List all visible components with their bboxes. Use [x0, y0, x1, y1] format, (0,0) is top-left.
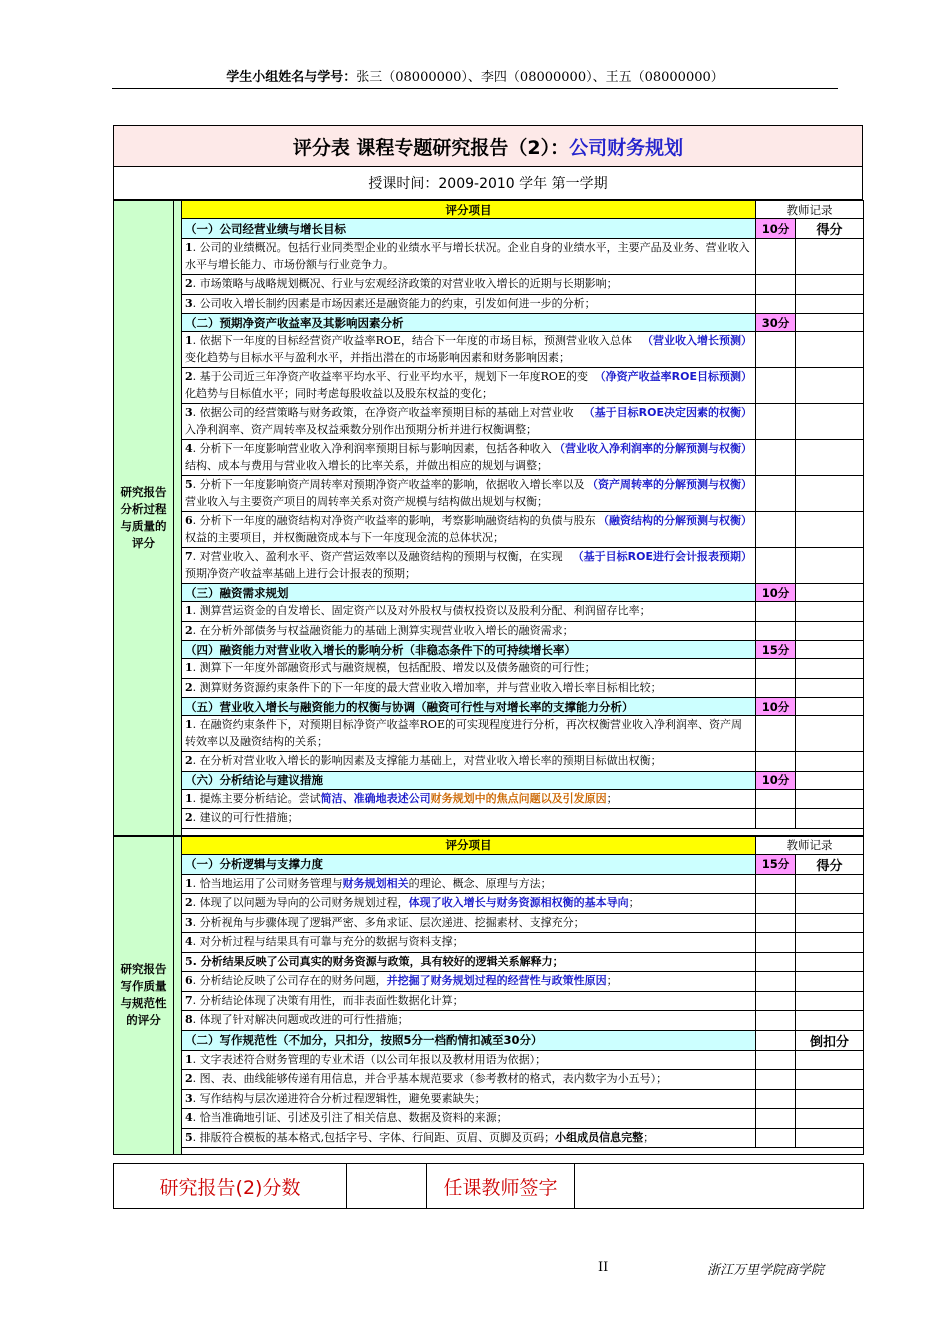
- header-rule: [112, 88, 838, 89]
- item-tag: （营业收入净利润率的分解预测与权衡）: [554, 442, 752, 455]
- item-text: . 测算营运资金的自发增长、固定资产以及对外股权与债权投资以及股利分配、利润留存比率；: [192, 604, 651, 617]
- category-row: [114, 314, 864, 332]
- category-title: （二）写作规范性（不加分，只扣分，按照5分一档酌情扣减至30分）: [182, 1030, 756, 1050]
- writing-scoring-table: [113, 836, 864, 1156]
- item-number: 2: [185, 754, 193, 767]
- item-row: [114, 1109, 864, 1129]
- score-label: 得分: [796, 854, 864, 874]
- category-title: （一）公司经营业绩与增长目标: [182, 219, 756, 239]
- page-number: II: [598, 1260, 609, 1275]
- item-row: [114, 476, 864, 512]
- scoring-item: [182, 548, 756, 584]
- item-row: [114, 991, 864, 1011]
- category-points: 10分: [756, 584, 796, 602]
- scoring-item: [182, 952, 756, 972]
- item-highlight: 简洁、准确地表述公司: [320, 791, 431, 805]
- section2-side-label: 研究报告写作质量与规范性的评分: [114, 836, 174, 1155]
- item-number: 2: [185, 370, 193, 383]
- teacher-record-cell[interactable]: [796, 952, 864, 972]
- item-row: [114, 602, 864, 622]
- school-name: 浙江万里学院商学院: [707, 1263, 825, 1278]
- item-number: 2: [185, 680, 193, 694]
- item-text: . 提炼主要分析结论。尝试: [192, 791, 321, 805]
- scoring-item: [182, 1070, 756, 1090]
- scoring-item: [182, 1109, 756, 1129]
- item-row: [114, 894, 864, 914]
- item-highlight: 财务规划相关: [342, 876, 409, 890]
- report-score-label: 研究报告(2)分数: [114, 1164, 347, 1209]
- category-row: [114, 854, 864, 874]
- category-row: [114, 698, 864, 716]
- item-text-end: ；: [606, 974, 618, 987]
- teacher-record-cell[interactable]: [796, 239, 864, 275]
- item-text: . 测算财务资源约束条件下的下一年度的最大营业收入增加率，并与营业收入增长率目标相比较；: [192, 680, 662, 694]
- section2-item-header: 评分项目: [182, 836, 756, 854]
- title-prefix: 评分表 课程专题研究报告（2）：: [292, 136, 570, 159]
- item-row: [114, 621, 864, 641]
- points-cell[interactable]: [756, 933, 796, 953]
- points-cell[interactable]: [756, 368, 796, 404]
- category-title: （三）融资需求规划: [182, 584, 756, 602]
- points-cell[interactable]: [756, 789, 796, 809]
- item-text-end: ；: [643, 1130, 655, 1144]
- item-text: . 恰当准确地引证、引述及引注了相关信息、数据及资料的来源；: [192, 1111, 508, 1124]
- teacher-record-cell[interactable]: [796, 972, 864, 992]
- scoring-item: [182, 659, 756, 679]
- item-row: [114, 512, 864, 548]
- item-text: . 文字表述符合财务管理的专业术语（以公司年报以及教材用语为依据）；: [192, 1052, 547, 1066]
- points-cell[interactable]: [756, 602, 796, 622]
- scoring-item: [182, 476, 756, 512]
- item-number: 1: [185, 791, 193, 805]
- item-row: [114, 752, 864, 772]
- points-cell[interactable]: [756, 621, 796, 641]
- scoring-item: [182, 368, 756, 404]
- section1-teacher-header: 教师记录: [756, 201, 864, 219]
- item-text: . 图、表、曲线能够传递有用信息，并合乎基本规范要求（参考教材的格式，表内数字为小五号）；: [192, 1072, 668, 1085]
- points-cell[interactable]: [756, 548, 796, 584]
- item-number: 2: [185, 277, 193, 290]
- item-text: . 建议的可行性措施；: [192, 811, 299, 824]
- scoring-item: [182, 440, 756, 476]
- item-tag: （融资结构的分解预测与权衡）: [598, 514, 752, 527]
- points-cell[interactable]: [756, 716, 796, 752]
- item-text: . 公司收入增长制约因素是市场因素还是融资能力的约束，引发如何进一步的分析；: [192, 296, 596, 310]
- teacher-sign-field[interactable]: [575, 1164, 864, 1209]
- teacher-record-cell[interactable]: [796, 809, 864, 829]
- points-cell[interactable]: [756, 275, 796, 295]
- points-cell[interactable]: [756, 991, 796, 1011]
- scoring-item: [182, 991, 756, 1011]
- points-cell[interactable]: [756, 678, 796, 698]
- item-number: 3: [185, 296, 193, 310]
- item-tag: （基于目标ROE决定因素的权衡）: [583, 406, 752, 419]
- teacher-record-cell[interactable]: [796, 1011, 864, 1031]
- section1-header-row: [114, 201, 864, 219]
- points-cell[interactable]: [756, 440, 796, 476]
- item-number: 5: [185, 1130, 193, 1144]
- item-row: [114, 1128, 864, 1148]
- item-text: . 分析下一年度影响营业收入净利润率预期目标与影响因素，包括各种收入结构、成本与费用与营业收入增长的比率关系，并做出相应的规划与调整；: [185, 442, 552, 472]
- points-cell[interactable]: [756, 404, 796, 440]
- teacher-record-cell[interactable]: [796, 476, 864, 512]
- points-cell[interactable]: [756, 1128, 796, 1148]
- item-number: 1: [185, 604, 193, 617]
- final-score-table: [113, 1163, 864, 1209]
- item-highlight: 并挖掘了财务规划过程的经营性与政策性原因: [386, 974, 607, 987]
- teacher-record-cell[interactable]: [796, 621, 864, 641]
- points-cell[interactable]: [756, 972, 796, 992]
- teacher-record-cell[interactable]: [796, 368, 864, 404]
- item-row: [114, 913, 864, 933]
- category-points-cell[interactable]: [756, 1030, 796, 1050]
- item-number: 2: [185, 1072, 193, 1085]
- section1-gap: [174, 201, 182, 836]
- category-points: 15分: [756, 641, 796, 659]
- category-title: （六）分析结论与建议措施: [182, 771, 756, 789]
- report-score-field[interactable]: [347, 1164, 427, 1209]
- item-text: . 分析视角与步骤体现了逻辑严密、多角求证、层次递进、挖掘素材、支撑充分；: [192, 915, 585, 929]
- item-text: . 测算下一年度外部融资形式与融资规模，包括配股、增发以及债务融资的可行性；: [192, 661, 596, 674]
- item-text: . 市场策略与战略规划概况、行业与宏观经济政策的对营业收入增长的近期与长期影响；: [192, 277, 618, 290]
- category-points: 10分: [756, 771, 796, 789]
- teacher-record-cell[interactable]: [796, 752, 864, 772]
- item-highlight: 体现了收入增长与财务资源相权衡的基本导向: [408, 896, 629, 909]
- points-cell[interactable]: [756, 332, 796, 368]
- category-score-cell[interactable]: [796, 314, 864, 332]
- points-cell[interactable]: [756, 809, 796, 829]
- item-number: 2: [185, 623, 193, 637]
- teacher-record-cell[interactable]: [796, 512, 864, 548]
- category-score-cell[interactable]: [796, 698, 864, 716]
- item-row: [114, 294, 864, 314]
- category-title: （一）分析逻辑与支撑力度: [182, 854, 756, 874]
- item-text-end: 的理论、概念、原理与方法；: [408, 876, 552, 890]
- item-number: 3: [185, 915, 193, 929]
- category-row: [114, 1030, 864, 1050]
- item-tag: （净资产收益率ROE目标预测）: [594, 370, 752, 383]
- teacher-record-cell[interactable]: [796, 332, 864, 368]
- points-cell[interactable]: [756, 952, 796, 972]
- section2-header-row: [114, 836, 864, 854]
- scoring-item: [182, 1089, 756, 1109]
- item-number: 4: [185, 1111, 193, 1124]
- points-cell[interactable]: [756, 1109, 796, 1129]
- item-tag: （基于目标ROE进行会计报表预期）: [572, 550, 752, 563]
- points-cell[interactable]: [756, 894, 796, 914]
- category-points: 10分: [756, 698, 796, 716]
- item-text: . 在融资约束条件下，对预期目标净资产收益率ROE的可实现程度进行分析，再次权衡营业收入净利润率、资产周转效率以及融资结构的关系；: [185, 718, 742, 748]
- scoring-item: [182, 789, 756, 809]
- scoring-item: [182, 275, 756, 295]
- teacher-sign-label: 任课教师签字: [427, 1164, 575, 1209]
- scoring-item: [182, 621, 756, 641]
- item-text: . 在分析对营业收入增长的影响因素及支撑能力基础上，对营业收入增长率的预期目标做出权衡；: [192, 754, 662, 767]
- points-cell[interactable]: [756, 913, 796, 933]
- group-label: 学生小组姓名与学号：: [226, 70, 357, 85]
- section1-item-header: 评分项目: [182, 201, 756, 219]
- scoring-item: [182, 894, 756, 914]
- points-cell[interactable]: [756, 1089, 796, 1109]
- scoring-sheet: [113, 125, 863, 1209]
- item-number: 6: [185, 974, 193, 987]
- category-row: [114, 219, 864, 239]
- item-row: [114, 789, 864, 809]
- item-number: 3: [185, 1091, 193, 1105]
- category-score-cell[interactable]: [796, 641, 864, 659]
- item-row: [114, 1070, 864, 1090]
- teacher-record-cell[interactable]: [796, 294, 864, 314]
- item-tag: （营业收入增长预测）: [642, 334, 752, 347]
- teacher-record-cell[interactable]: [796, 894, 864, 914]
- item-text: . 对营业收入、盈利水平、资产营运效率以及融资结构的预期与权衡，在实现预期净资产收益率基础上进行会计报表的预期；: [185, 550, 563, 580]
- points-cell[interactable]: [756, 752, 796, 772]
- item-text: . 分析下一年度影响资产周转率对预期净资产收益率的影响，依据收入增长率以及营业收入与主要资产项目的周转率关系对资产规模与结构做出规划与权衡；: [185, 478, 585, 508]
- item-row: [114, 1089, 864, 1109]
- scoring-item: [182, 294, 756, 314]
- scoring-item: [182, 972, 756, 992]
- scoring-item: [182, 1050, 756, 1070]
- points-cell[interactable]: [756, 239, 796, 275]
- item-number: 7: [185, 550, 193, 563]
- spacer-cell: [182, 828, 864, 835]
- scoring-item: [182, 933, 756, 953]
- category-points: 30分: [756, 314, 796, 332]
- sheet-title: [114, 126, 863, 167]
- item-text: . 排版符合模板的基本格式,包括字号、字体、行间距、页眉、页脚及页码；: [192, 1130, 556, 1144]
- category-title: （四）融资能力对营业收入增长的影响分析（非稳态条件下的可持续增长率）: [182, 641, 756, 659]
- score-label: 得分: [796, 219, 864, 239]
- group-members: 张三（08000000）、李四（08000000）、王五（08000000）: [356, 70, 724, 85]
- points-cell[interactable]: [756, 1011, 796, 1031]
- teacher-record-cell[interactable]: [796, 404, 864, 440]
- teacher-record-cell[interactable]: [796, 874, 864, 894]
- item-row: [114, 678, 864, 698]
- section2-teacher-header: 教师记录: [756, 836, 864, 854]
- item-tag: （资产周转率的分解预测与权衡）: [587, 478, 752, 491]
- item-number: 3: [185, 406, 193, 419]
- item-row: [114, 972, 864, 992]
- item-number: 1: [185, 661, 193, 674]
- scoring-item: [182, 512, 756, 548]
- scoring-item: [182, 239, 756, 275]
- points-cell[interactable]: [756, 476, 796, 512]
- item-bold-text: 小组成员信息完整: [555, 1130, 644, 1144]
- teacher-record-cell[interactable]: [796, 602, 864, 622]
- item-text-end: ；: [628, 896, 640, 909]
- item-row: [114, 716, 864, 752]
- teaching-time: 授课时间：2009-2010 学年 第一学期: [114, 167, 863, 200]
- scoring-item: [182, 752, 756, 772]
- scoring-item: [182, 332, 756, 368]
- item-row: [114, 332, 864, 368]
- teacher-record-cell[interactable]: [796, 1070, 864, 1090]
- scoring-item: [182, 716, 756, 752]
- item-number: 1: [185, 718, 193, 731]
- item-text-end: ；: [606, 791, 618, 805]
- item-number: 2: [185, 811, 193, 824]
- category-row: [114, 584, 864, 602]
- item-number: 1: [185, 876, 193, 890]
- teacher-record-cell[interactable]: [796, 1109, 864, 1129]
- teacher-record-cell[interactable]: [796, 548, 864, 584]
- item-row: [114, 239, 864, 275]
- item-row: [114, 874, 864, 894]
- category-row: [114, 771, 864, 789]
- item-row: [114, 1050, 864, 1070]
- section2-spacer: [114, 1148, 864, 1155]
- item-bold-text: . 分析结果反映了公司真实的财务资源与政策，具有较好的逻辑关系解释力；: [192, 954, 564, 968]
- teacher-record-cell[interactable]: [796, 933, 864, 953]
- item-row: [114, 933, 864, 953]
- teacher-record-cell[interactable]: [796, 678, 864, 698]
- teacher-record-cell[interactable]: [796, 789, 864, 809]
- item-text: . 基于公司近三年净资产收益率平均水平、行业平均水平，规划下一年度ROE的变化趋势与目标值水平；同时考虑每股收益以及股东权益的变化；: [185, 370, 588, 400]
- item-number: 1: [185, 334, 193, 347]
- teacher-record-cell[interactable]: [796, 440, 864, 476]
- item-text: . 体现了针对解决问题或改进的可行性措施；: [192, 1013, 409, 1026]
- scoring-item: [182, 678, 756, 698]
- category-points: 15分: [756, 854, 796, 874]
- item-row: [114, 404, 864, 440]
- scoring-item: [182, 1128, 756, 1148]
- item-number: 4: [185, 442, 193, 455]
- category-title: （五）营业收入增长与融资能力的权衡与协调（融资可行性与对增长率的支撑能力分析）: [182, 698, 756, 716]
- scoring-item: [182, 809, 756, 829]
- item-number: 2: [185, 896, 193, 909]
- item-text: . 依据公司的经营策略与财务政策，在净资产收益率预期目标的基础上对营业收入净利润率、资产周转率及权益乘数分别作出预期分析并进行权衡调整；: [185, 406, 574, 436]
- item-text: . 恰当地运用了公司财务管理与: [192, 876, 343, 890]
- category-row: [114, 641, 864, 659]
- teacher-record-cell[interactable]: [796, 1089, 864, 1109]
- teacher-record-cell[interactable]: [796, 1128, 864, 1148]
- item-number: 8: [185, 1013, 193, 1026]
- scoring-item: [182, 602, 756, 622]
- category-score-cell[interactable]: [796, 771, 864, 789]
- category-points: 10分: [756, 219, 796, 239]
- item-text: . 依据下一年度的目标经营资产收益率ROE，结合下一年度的市场目标，预测营业收入总体变化趋势与目标水平与盈利水平，并指出潜在的市场影响因素和财务影响因素；: [185, 334, 632, 364]
- scoring-item: [182, 913, 756, 933]
- section2-gap: [174, 836, 182, 1155]
- teacher-record-cell[interactable]: [796, 275, 864, 295]
- student-group-header: [115, 66, 835, 85]
- scoring-item: [182, 1011, 756, 1031]
- section1-side-label: 研究报告分析过程与质量的评分: [114, 201, 174, 836]
- teacher-record-cell[interactable]: [796, 913, 864, 933]
- item-number: 5: [185, 478, 193, 491]
- item-row: [114, 952, 864, 972]
- item-text: . 在分析外部债务与权益融资能力的基础上测算实现营业收入增长的融资需求；: [192, 623, 574, 637]
- points-cell[interactable]: [756, 512, 796, 548]
- item-text: . 对分析过程与结果具有可靠与充分的数据与资料支撑；: [192, 935, 464, 948]
- analysis-scoring-table: [113, 200, 864, 836]
- item-text: . 分析结论体现了决策有用性，而非表面性数据化计算；: [192, 993, 464, 1007]
- title-topic: 公司财务规划: [569, 136, 684, 159]
- points-cell[interactable]: [756, 659, 796, 679]
- section1-spacer: [114, 828, 864, 835]
- item-number: 6: [185, 514, 193, 527]
- scoring-item: [182, 874, 756, 894]
- spacer-cell: [182, 1148, 864, 1155]
- item-text: . 公司的业绩概况。包括行业同类型企业的业绩水平与增长状况。企业自身的业绩水平，主要产品及业务、营业收入水平与增长能力、市场份额与行业竞争力。: [185, 241, 750, 271]
- points-cell[interactable]: [756, 874, 796, 894]
- item-row: [114, 659, 864, 679]
- item-number: 1: [185, 1052, 193, 1066]
- item-text: . 分析下一年度的融资结构对净资产收益率的影响，考察影响融资结构的负债与股东权益的主要项目，并权衡融资成本与下一年度现金流的总体状况；: [185, 514, 596, 544]
- item-text: . 写作结构与层次递进符合分析过程逻辑性，避免要素缺失；: [192, 1091, 486, 1105]
- category-score-cell[interactable]: [796, 584, 864, 602]
- points-cell[interactable]: [756, 294, 796, 314]
- item-text: . 体现了以问题为导向的公司财务规划过程，: [192, 896, 409, 909]
- teacher-record-cell[interactable]: [796, 659, 864, 679]
- teacher-record-cell[interactable]: [796, 991, 864, 1011]
- item-number: 7: [185, 993, 193, 1007]
- item-number: 5: [185, 954, 193, 968]
- item-row: [114, 1011, 864, 1031]
- item-number: 4: [185, 935, 193, 948]
- category-title: （二）预期净资产收益率及其影响因素分析: [182, 314, 756, 332]
- item-emphasis: 财务规划中的焦点问题以及引发原因: [430, 791, 607, 805]
- deduct-label: 倒扣分: [796, 1030, 864, 1050]
- item-row: [114, 440, 864, 476]
- title-table: [113, 125, 863, 200]
- item-row: [114, 548, 864, 584]
- scoring-item: [182, 404, 756, 440]
- points-cell[interactable]: [756, 1070, 796, 1090]
- item-number: 1: [185, 241, 193, 254]
- item-row: [114, 368, 864, 404]
- item-row: [114, 809, 864, 829]
- item-text: . 分析结论反映了公司存在的财务问题，: [192, 974, 387, 987]
- teacher-record-cell[interactable]: [796, 1050, 864, 1070]
- teacher-record-cell[interactable]: [796, 716, 864, 752]
- item-row: [114, 275, 864, 295]
- points-cell[interactable]: [756, 1050, 796, 1070]
